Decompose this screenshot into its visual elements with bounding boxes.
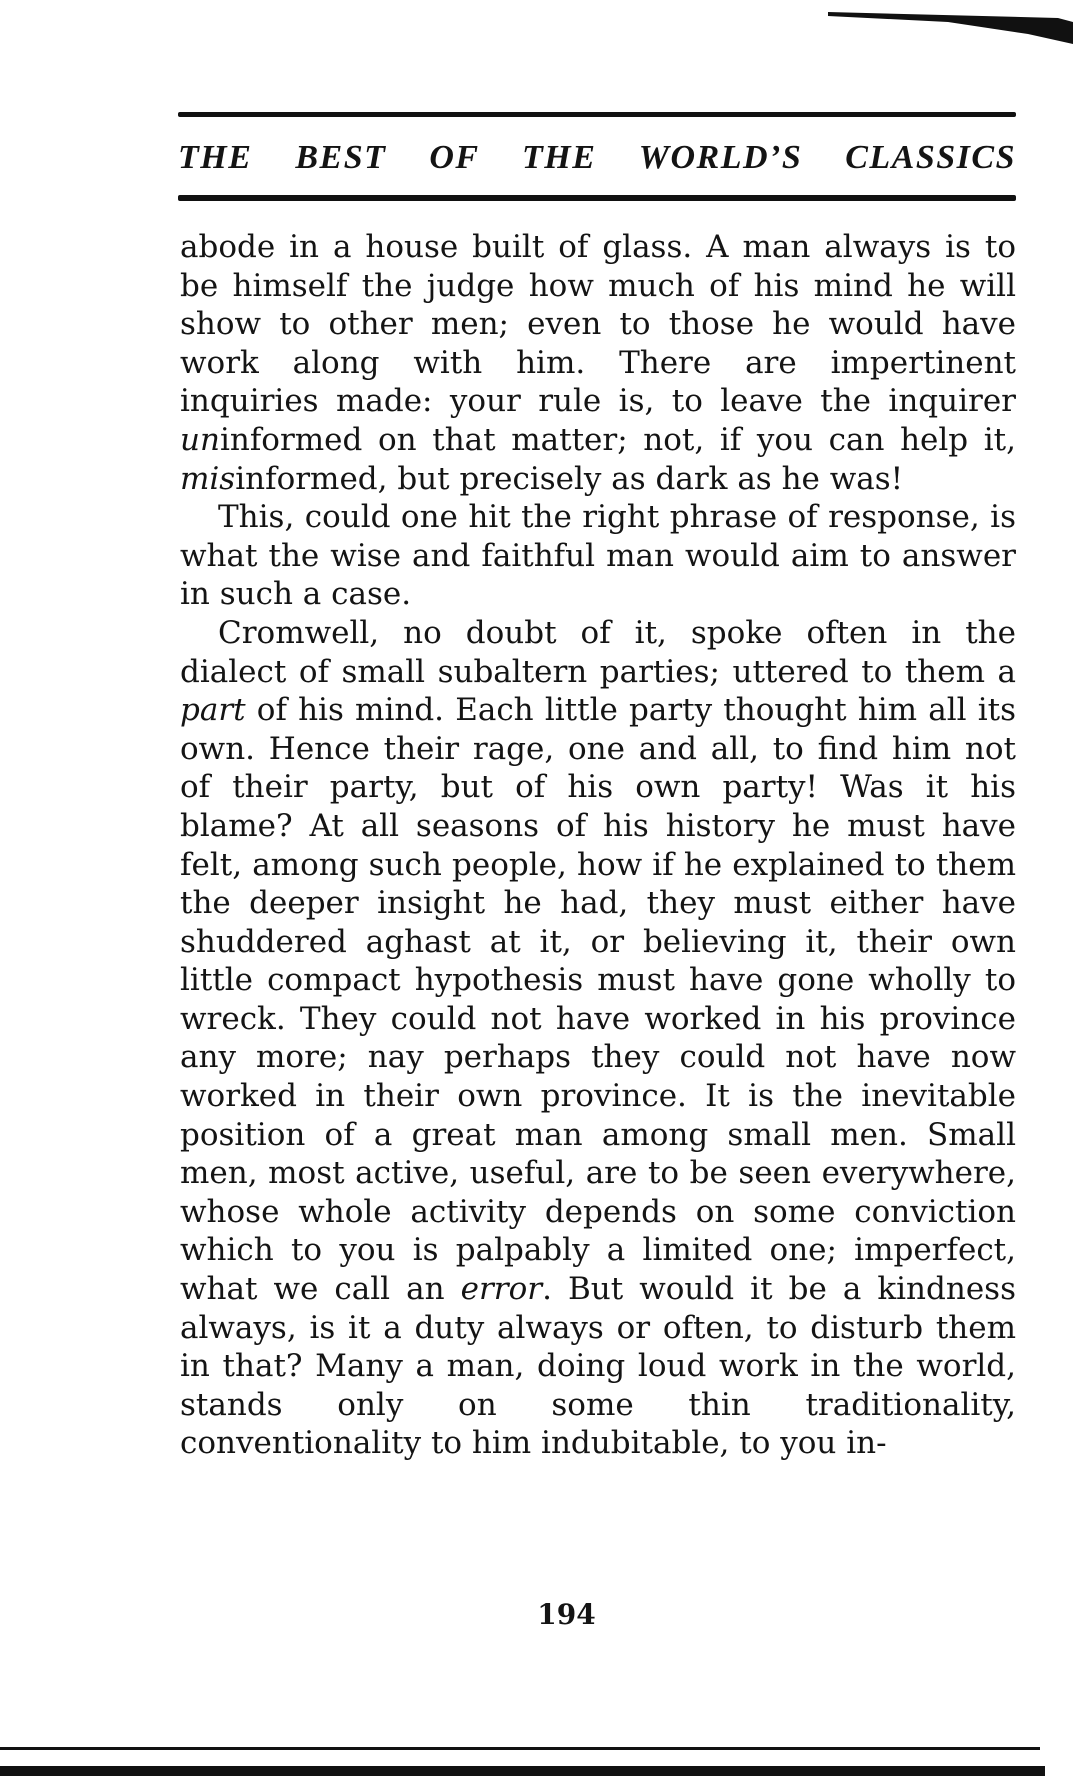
paragraph-1: [180, 228, 1016, 498]
page-body: [180, 228, 1016, 1463]
paragraph-1-text-a: abode in a house built of glass. A man always is to be himself the judge how much of his mind he will show to other men; even to those he would have work along with him. There are impertinent inquiries made: your rule is, to leave the inquirer: [180, 229, 1016, 420]
running-header: [178, 112, 1016, 201]
paragraph-3: [180, 614, 1016, 1463]
paragraph-3-text-a: Cromwell, no doubt of it, spoke often in the dialect of small subaltern parties; uttered to them a: [180, 614, 1016, 690]
paragraph-3-emphasis-part: part: [180, 692, 246, 729]
page-number: 194: [537, 1598, 596, 1631]
header-bottom-rule: [178, 195, 1016, 201]
paragraph-1-text-c: informed, but precisely as dark as he was!: [235, 460, 904, 497]
paragraph-1-text-b: informed on that matter; not, if you can help it,: [219, 421, 1016, 458]
paragraph-3-emphasis-error: error: [460, 1271, 543, 1308]
header-top-rule: [178, 112, 1016, 117]
page-corner-mark: [828, 8, 1073, 44]
header-title: THE BEST OF THE WORLD’S CLASSICS: [178, 139, 1016, 176]
paragraph-1-emphasis-mis: mis: [180, 460, 236, 497]
paragraph-3-text-c: . But would it be a kindness always, is it a duty always or often, to disturb them in that? Many a man, doing loud work in the world, stands only on some thin traditionality, conventionality to him indubitable, to you in-: [180, 1271, 1016, 1462]
paragraph-3-text-b: of his mind. Each little party thought him all its own. Hence their rage, one and all, to find him not of their party, but of his own party! Was it his blame? At all seasons of his history he must have felt, among such people, how if he explained to them the deeper insight he had, they must either have shuddered aghast at it, or believing it, their own little compact hypothesis must have gone wholly to wreck. They could not have worked in his province any more; nay perhaps they could not have now worked in their own province. It is the inevitable position of a great man among small men. Small men, most active, useful, are to be seen everywhere, whose whole activity depends on some conviction which to you is palpably a limited one; imperfect, what we call an: [180, 692, 1016, 1308]
paragraph-1-emphasis-un: un: [180, 421, 220, 458]
footer-thin-rule: [0, 1747, 1040, 1750]
paragraph-2: This, could one hit the right phrase of response, is what the wise and faithful man would aim to answer in such a case.: [180, 499, 1016, 613]
footer-thick-rule: [0, 1766, 1045, 1776]
